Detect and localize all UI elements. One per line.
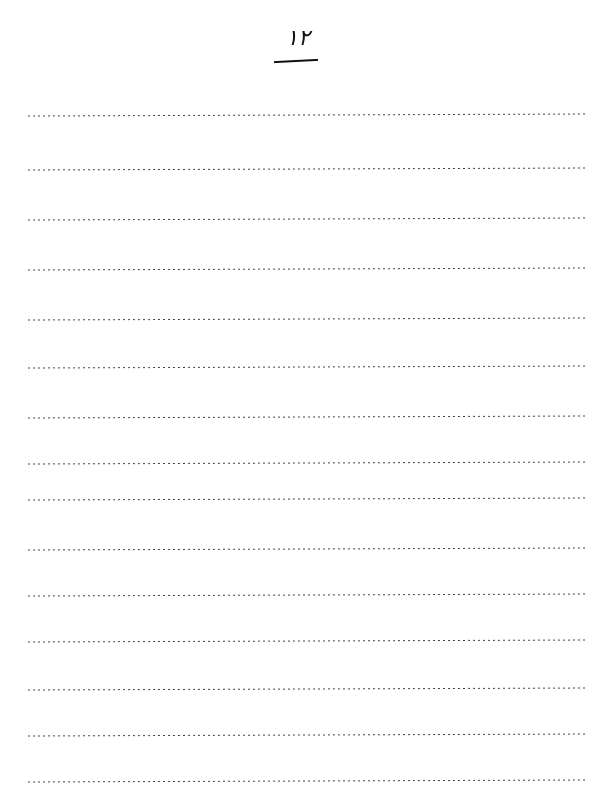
ruled-line — [28, 114, 588, 116]
ruled-line — [28, 780, 588, 782]
ruled-line — [28, 594, 588, 596]
ruled-line — [28, 688, 588, 690]
ruled-line — [28, 640, 588, 642]
ruled-line — [28, 318, 588, 320]
ruled-line — [28, 168, 588, 170]
ruled-line — [28, 498, 588, 500]
ruled-line — [28, 462, 588, 464]
ruled-line — [28, 548, 588, 550]
ruled-line — [28, 218, 588, 220]
ruled-line — [28, 416, 588, 418]
ruled-line — [28, 366, 588, 368]
ruled-line — [28, 268, 588, 270]
ruled-line — [28, 734, 588, 736]
page-number: ١٢ — [286, 26, 310, 51]
